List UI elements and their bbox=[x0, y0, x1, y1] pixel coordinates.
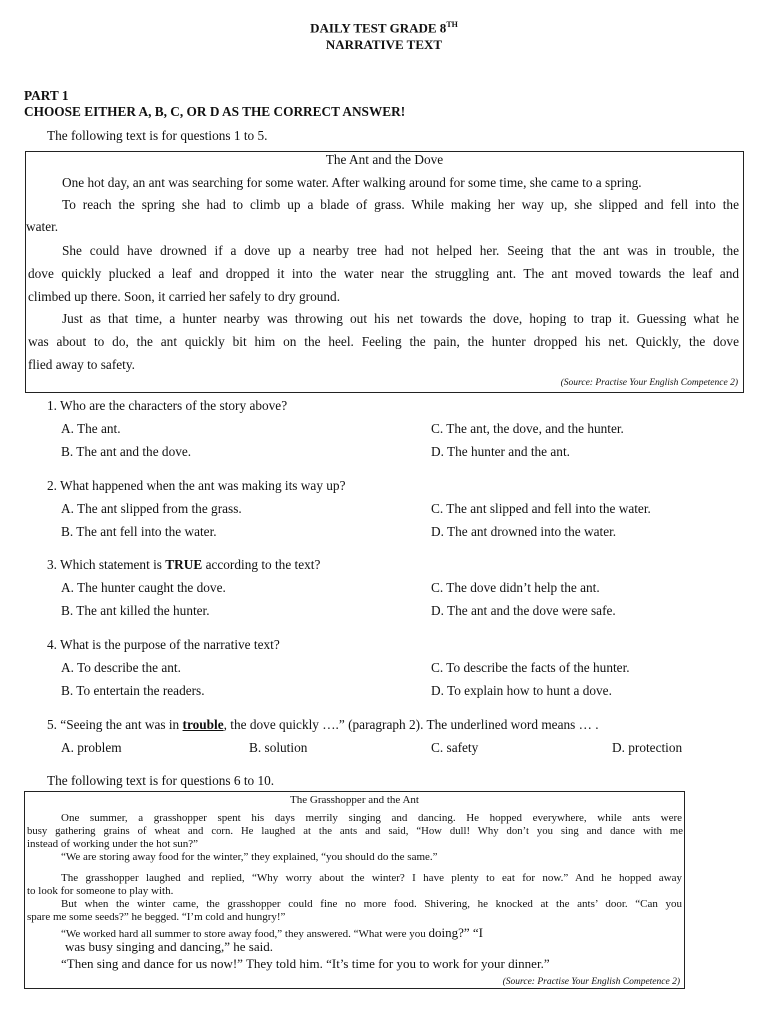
story2-line-2: busy gathering grains of wheat and corn. He laughed at the ants and said, “How dull! Why don’t you sing and dance with me bbox=[27, 825, 683, 837]
instruction: CHOOSE EITHER A, B, C, OR D AS THE CORRECT ANSWER! bbox=[24, 104, 406, 119]
q5-option-c[interactable]: C. safety bbox=[431, 740, 479, 755]
q3-text-pre: 3. Which statement is bbox=[47, 557, 166, 572]
q2-option-c[interactable]: C. The ant slipped and fell into the water. bbox=[431, 501, 651, 516]
q5-text-post: , the dove quickly ….” (paragraph 2). The underlined word means … . bbox=[223, 717, 599, 732]
story2-line-5: The grasshopper laughed and replied, “Why worry about the winter? I have plenty to eat for now.” And he hopped away bbox=[61, 872, 682, 884]
q2-option-b[interactable]: B. The ant fell into the water. bbox=[61, 524, 217, 539]
q1-option-c[interactable]: C. The ant, the dove, and the hunter. bbox=[431, 421, 624, 436]
story2-line-4: “We are storing away food for the winter,” they explained, “you should do the same.” bbox=[61, 851, 438, 863]
q2-option-a[interactable]: A. The ant slipped from the grass. bbox=[61, 501, 242, 516]
q4-option-c[interactable]: C. To describe the facts of the hunter. bbox=[431, 660, 630, 675]
story1-paragraph-2-line-1: To reach the spring she had to climb up a blade of grass. While making her way up, she slipped and fell into the bbox=[62, 197, 739, 212]
test-subtitle: NARRATIVE TEXT bbox=[325, 37, 443, 52]
story2-line-11: “Then sing and dance for us now!” They told him. “It’s time for you to work for your dinner.” bbox=[61, 956, 550, 971]
story2-line-9-part-a: “We worked hard all summer to store away food,” they answered. “What were you bbox=[61, 928, 429, 940]
q3-option-c[interactable]: C. The dove didn’t help the ant. bbox=[431, 580, 600, 595]
story2-line-10: was busy singing and dancing,” he said. bbox=[65, 939, 273, 954]
story2-line-9-part-b: doing?” “I bbox=[428, 925, 483, 940]
story2-title: The Grasshopper and the Ant bbox=[290, 794, 419, 806]
question-4: 4. What is the purpose of the narrative text? bbox=[47, 637, 280, 652]
question-3 bbox=[47, 557, 320, 573]
q5-option-a[interactable]: A. problem bbox=[61, 740, 122, 755]
question-2: 2. What happened when the ant was making its way up? bbox=[47, 478, 346, 493]
story1-paragraph-4-line-1: Just as that time, a hunter nearby was throwing out his net towards the dove, hoping to trap it. Guessing what he bbox=[62, 311, 739, 326]
q5-text-pre: 5. “Seeing the ant was in bbox=[47, 717, 183, 732]
question-1: 1. Who are the characters of the story above? bbox=[47, 398, 288, 413]
q5-option-d[interactable]: D. protection bbox=[612, 740, 683, 755]
q1-option-b[interactable]: B. The ant and the dove. bbox=[61, 444, 192, 459]
title-superscript: TH bbox=[446, 20, 458, 29]
story2-line-6: to look for someone to play with. bbox=[27, 885, 174, 897]
q4-option-b[interactable]: B. To entertain the readers. bbox=[61, 683, 205, 698]
story2-line-1: One summer, a grasshopper spent his days merrily singing and dancing. He hopped everywhere, while ants were bbox=[61, 812, 682, 824]
q3-text-post: according to the text? bbox=[202, 557, 321, 572]
story1-paragraph-2-line-2: water. bbox=[26, 219, 59, 234]
story1-paragraph-4-line-2: was about to do, the ant quickly bit him on the heel. Feeling the pain, the hunter dropped his net. Quickly, the dove bbox=[28, 334, 739, 349]
question-5 bbox=[47, 717, 599, 733]
q1-option-a[interactable]: A. The ant. bbox=[61, 421, 121, 436]
story1-source: (Source: Practise Your English Competence 2) bbox=[560, 378, 738, 388]
q5-option-b[interactable]: B. solution bbox=[249, 740, 308, 755]
story2-line-3: instead of working under the hot sun?” bbox=[27, 838, 199, 850]
q3-option-d[interactable]: D. The ant and the dove were safe. bbox=[431, 603, 616, 618]
story2-line-8: spare me some seeds?” he begged. “I’m cold and hungry!” bbox=[27, 911, 286, 923]
q3-option-b[interactable]: B. The ant killed the hunter. bbox=[61, 603, 210, 618]
title-line1: DAILY TEST GRADE 8 bbox=[310, 20, 447, 36]
story1-paragraph-3-line-3: climbed up there. Soon, it carried her safely to dry ground. bbox=[28, 289, 341, 304]
story-box-ant-and-dove bbox=[25, 151, 744, 393]
q2-option-d[interactable]: D. The ant drowned into the water. bbox=[431, 524, 617, 539]
q3-option-a[interactable]: A. The hunter caught the dove. bbox=[61, 580, 226, 595]
part-label: PART 1 bbox=[24, 88, 69, 103]
story2-source: (Source: Practise Your English Competence 2) bbox=[502, 977, 680, 987]
q3-text-bold: TRUE bbox=[165, 557, 203, 572]
story1-paragraph-3-line-2: dove quickly plucked a leaf and dropped it into the water near the struggling ant. The ant moved towards the leaf and bbox=[28, 266, 739, 281]
story1-paragraph-4-line-3: flied away to safety. bbox=[28, 357, 135, 372]
test-title bbox=[0, 20, 768, 36]
q1-option-d[interactable]: D. The hunter and the ant. bbox=[431, 444, 570, 459]
q4-option-d[interactable]: D. To explain how to hunt a dove. bbox=[431, 683, 612, 698]
story2-line-7: But when the winter came, the grasshopper could fine no more food. Shivering, he knocked at the ants’ door. “Can you bbox=[61, 898, 682, 910]
story1-paragraph-1: One hot day, an ant was searching for some water. After walking around for some time, she came to a spring. bbox=[62, 175, 642, 190]
story1-paragraph-3-line-1: She could have drowned if a dove up a nearby tree had not helped her. Seeing that the ant was in trouble, the bbox=[62, 243, 739, 258]
intro-questions-6-10: The following text is for questions 6 to 10. bbox=[47, 773, 275, 788]
q4-option-a[interactable]: A. To describe the ant. bbox=[61, 660, 181, 675]
intro-questions-1-5: The following text is for questions 1 to 5. bbox=[47, 128, 268, 143]
story1-title: The Ant and the Dove bbox=[325, 152, 444, 167]
story-box-grasshopper-and-ant bbox=[24, 791, 685, 989]
q5-underlined-word: trouble bbox=[182, 717, 224, 732]
